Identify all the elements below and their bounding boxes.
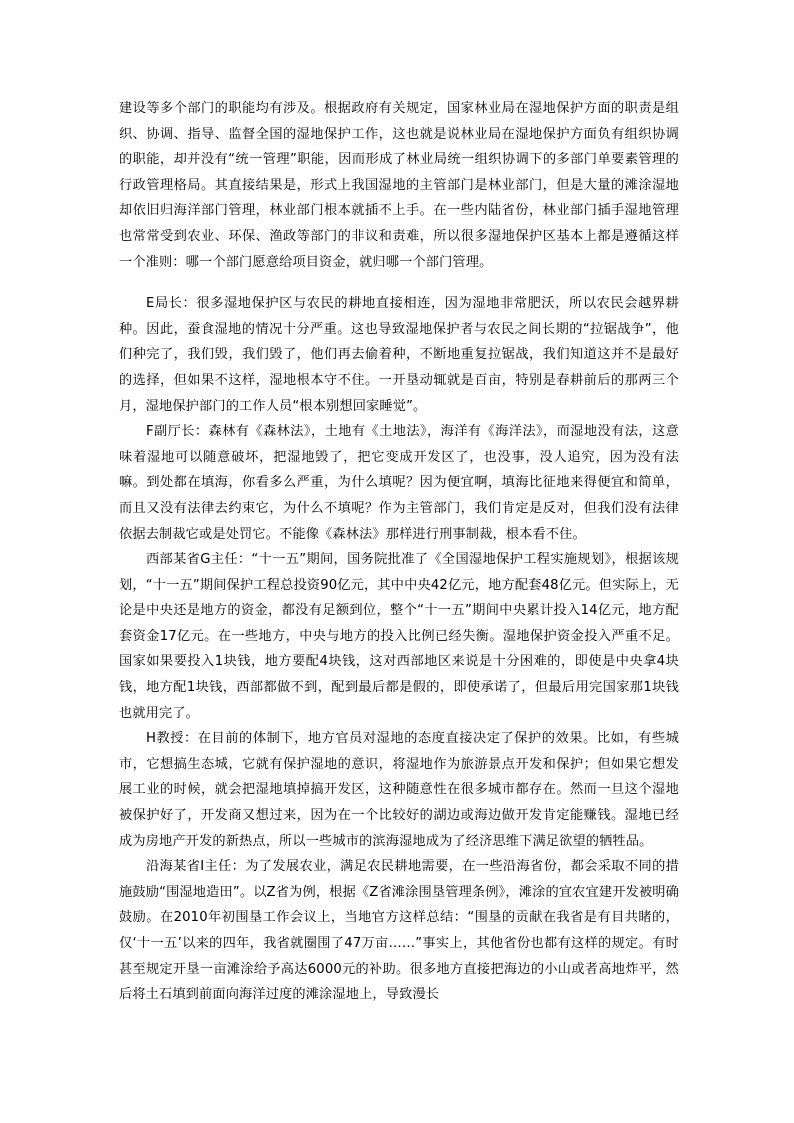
- paragraph-professor-h: H教授：在目前的体制下，地方官员对湿地的态度直接决定了保护的效果。比如，有些城市，它想搞生态城，它就有保护湿地的意识，将湿地作为旅游景点开发和保护；但如果它想发展工业的时候，就会把湿地填掉搞开发区，这种随意性在很多城市都存在。然而一旦这个湿地被保护好了，开发商又想过来，因为在一个比较好的湖边或海边做开发肯定能赚钱。湿地已经成为房地产开发的新热点，所以一些城市的滨海湿地成为了经济思维下满足欲望的牺牲品。: [119, 731, 679, 849]
- paragraph-director-g: 西部某省G主任：“十一五”期间，国务院批准了《全国湿地保护工程实施规划》，根据该规划，“十一五”期间保护工程总投资90亿元，其中中央42亿元，地方配套48亿元。但实际上，无论是中央还是地方的资金，都没有足额到位，整个“十一五”期间中央累计投入14亿元，地方配套资金17亿元。在一些地方，中央与地方的投入比例已经失衡。湿地保护资金投入严重不足。国家如果要投入1块钱，地方要配4块钱，这对西部地区来说是十分困难的，即使是中央拿4块钱，地方配1块钱，西部都做不到，配到最后都是假的，即使承诺了，但最后用完国家那1块钱也就用完了。: [119, 552, 679, 721]
- document-body: [119, 96, 679, 1008]
- paragraph-deputy-director-f: F副厅长：森林有《森林法》，土地有《土地法》，海洋有《海洋法》，而湿地没有法，这意味着湿地可以随意破坏，把湿地毁了，把它变成开发区了，也没事，没人追究，因为没有法嘛。到处都在填海，你看多么严重，为什么填呢？因为便宜啊，填海比征地来得便宜和简单，而且又没有法律去约束它，为什么不填呢？作为主管部门，我们肯定是反对，但我们没有法律依据去制裁它或是处罚它。不能像《森林法》那样进行刑事制裁，根本看不住。: [119, 424, 679, 542]
- paragraph-director-i: 沿海某省I主任：为了发展农业，满足农民耕地需要，在一些沿海省份，都会采取不同的措施鼓励“围湿地造田”。以Z省为例，根据《Z省滩涂围垦管理条例》，滩涂的宜农宜建开发被明确鼓励。在2010年初围垦工作会议上，当地官方这样总结：“围垦的贡献在我省是有目共睹的，仅‘十一五’以来的四年，我省就圈围了47万亩……”事实上，其他省份也都有这样的规定。有时甚至规定开垦一亩滩涂给予高达6000元的补助。很多地方直接把海边的小山或者高地炸平，然后将土石填到前面向海洋过度的滩涂湿地上，导致漫长: [119, 859, 679, 1003]
- paragraph-intro: 建设等多个部门的职能均有涉及。根据政府有关规定，国家林业局在湿地保护方面的职责是组织、协调、指导、监督全国的湿地保护工作，这也就是说林业局在湿地保护方面负有组织协调的职能，却并没有“统一管理”职能，因而形成了林业局统一组织协调下的多部门单要素管理的行政管理格局。其直接结果是，形式上我国湿地的主管部门是林业部门，但是大量的滩涂湿地却依旧归海洋部门管理，林业部门根本就插不上手。在一些内陆省份，林业部门插手湿地管理也常常受到农业、环保、渔政等部门的非议和责难，所以很多湿地保护区基本上都是遵循这样一个准则：哪一个部门愿意给项目资金，就归哪一个部门管理。: [119, 101, 679, 270]
- paragraph-director-e: E局长：很多湿地保护区与农民的耕地直接相连，因为湿地非常肥沃，所以农民会越界耕种。因此，蚕食湿地的情况十分严重。这也导致湿地保护者与农民之间长期的“拉锯战争”，他们种完了，我们毁，我们毁了，他们再去偷着种，不断地重复拉锯战，我们知道这并不是最好的选择，但如果不这样，湿地根本守不住。一开垦动辄就是百亩，特别是春耕前后的那两三个月，湿地保护部门的工作人员“根本别想回家睡觉”。: [119, 296, 679, 414]
